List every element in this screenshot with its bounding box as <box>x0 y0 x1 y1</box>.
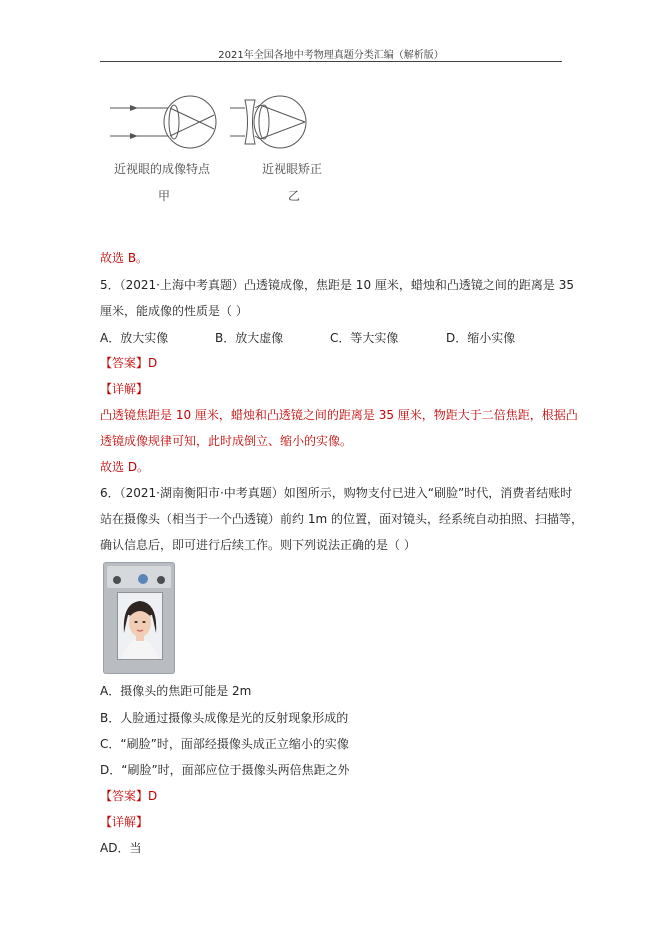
q5-option-c: C．等大实像 <box>330 331 399 345</box>
q6-detail-start: AD．当 <box>100 841 142 855</box>
q6-stem-line3: 确认信息后，即可进行后续工作。则下列说法正确的是（ ） <box>100 538 416 552</box>
q5-answer: 【答案】D <box>100 356 158 370</box>
q5-detail-line1: 凸透镜焦距是 10 厘米，蜡烛和凸透镜之间的距离是 35 厘米，物距大于二倍焦距，根据凸 <box>100 408 578 422</box>
figure-right-caption: 近视眼矫正 <box>262 162 323 176</box>
q6-stem-line1: 6．（2021·湖南衡阳市·中考真题）如图所示，购物支付已进入“刷脸”时代，消费者结账时 <box>100 486 573 500</box>
q6-detail-label: 【详解】 <box>100 815 149 829</box>
header-divider <box>100 61 562 62</box>
q6-option-d: D．“刷脸”时，面部应位于摄像头两倍焦距之外 <box>100 763 350 777</box>
q6-answer: 【答案】D <box>100 789 158 803</box>
terminal-top-bar <box>107 566 171 588</box>
q6-option-c: C．“刷脸”时，面部经摄像头成正立缩小的实像 <box>100 737 349 751</box>
q6-option-b: B．人脸通过摄像头成像是光的反射现象形成的 <box>100 711 349 725</box>
q6-stem-line2: 站在摄像头（相当于一个凸透镜）前约 1m 的位置，面对镜头，经系统自动拍照、扫描等， <box>100 512 583 526</box>
q5-detail-label: 【详解】 <box>100 382 149 396</box>
q5-stem-line1: 5．（2021·上海中考真题）凸透镜成像，焦距是 10 厘米，蜡烛和凸透镜之间的距离是 35 <box>100 278 574 292</box>
face-pay-terminal-image <box>103 562 175 674</box>
myopia-figure <box>108 92 308 156</box>
q5-conclusion: 故选 D。 <box>100 460 150 474</box>
q5-option-a: A．放大实像 <box>100 331 169 345</box>
terminal-screen-face <box>117 592 163 660</box>
q5-option-d: D．缩小实像 <box>446 331 516 345</box>
q5-detail-line2: 透镜成像规律可知，此时成倒立、缩小的实像。 <box>100 434 353 448</box>
figure-left-label: 甲 <box>158 189 171 203</box>
face-portrait-icon <box>118 593 162 659</box>
page-header-title: 2021年全国各地中考物理真题分类汇编（解析版） <box>218 50 444 61</box>
myopia-correction-diagram <box>230 96 306 148</box>
figure-left-caption: 近视眼的成像特点 <box>114 162 211 176</box>
camera-lens-icon <box>113 576 121 584</box>
myopia-eye-diagram <box>110 96 216 148</box>
q5-option-b: B．放大虚像 <box>215 331 284 345</box>
q6-option-a: A．摄像头的焦距可能是 2m <box>100 684 252 698</box>
camera-sensor-icon <box>157 576 165 584</box>
eye-diagrams <box>108 92 308 152</box>
previous-conclusion: 故选 B。 <box>100 251 149 265</box>
q5-stem-line2: 厘米，能成像的性质是（ ） <box>100 304 248 318</box>
brand-logo-icon <box>138 574 148 584</box>
figure-right-label: 乙 <box>288 189 301 203</box>
